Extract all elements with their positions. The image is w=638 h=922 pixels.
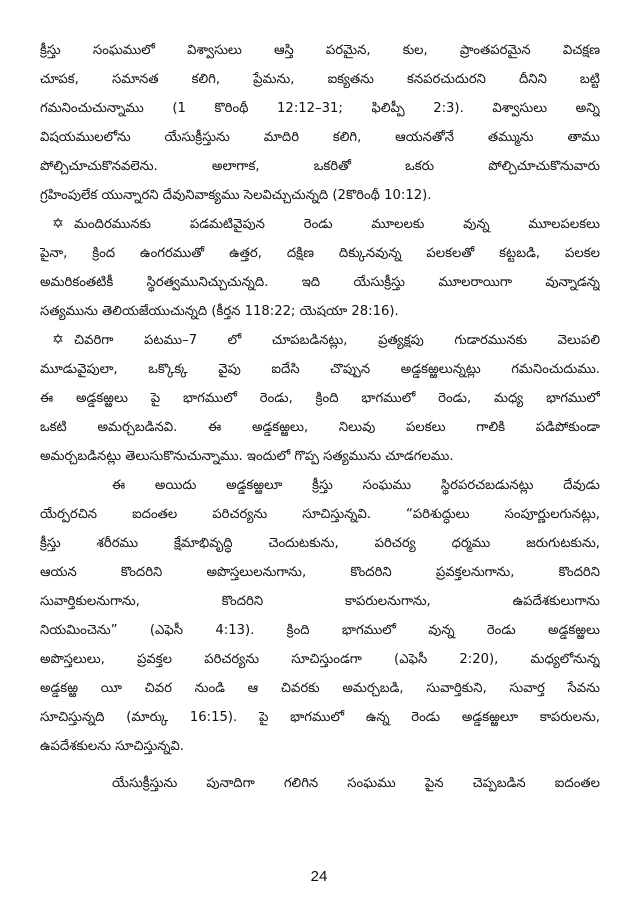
text-line: గ్రహింపులేక యున్నారని దేవునివాక్యము సెలవిచ్చుచున్నది (2కొరింథీ 10:12). (40, 188, 432, 203)
paragraph-3 (40, 326, 600, 471)
star-bullet-icon: ✡ (52, 216, 64, 232)
text-line: ఈ అయిదు అడ్డకఱ్ఱలూ క్రీస్తు సంఘము స్థిరపరచబడునట్లు దేవుడు (112, 478, 600, 493)
text-line: ఆయన కొందరిని అపొస్తలులనుగాను, కొందరిని ప్రవక్తలనుగాను, కొందరిని (40, 565, 600, 580)
text-line: పైనా, క్రింద ఉంగరముతో ఉత్తర, దక్షిణ దిక్కునవున్న పలకలతో కట్టబడి, పలకల (40, 246, 600, 261)
text-line: గమనించుచున్నాము (1 కొరింథీ 12:12–31; ఫిలిప్పీ 2:3). విశ్వాసులు అన్ని (40, 101, 600, 116)
text-line: అపొస్తలులు, ప్రవక్తల పరిచర్యను సూచిస్తుండగా (ఎఫెసీ 2:20), మధ్యలోనున్న (40, 652, 600, 667)
text-line: సత్యమును తెలియజేయుచున్నది (కీర్తన 118:22; యెషయా 28:16). (40, 304, 399, 319)
star-bullet-icon: ✡ (52, 332, 64, 348)
paragraph-5 (40, 769, 600, 798)
text-line: అడ్డకఱ్ఱ యీ చివర నుండి ఆ చివరకు అమర్చబడి, సువార్తికుని, సువార్త సేవను (40, 681, 600, 696)
text-line: సూచిస్తున్నది (మార్కు 16:15). పై భాగములో ఉన్న రెండు అడ్డకఱ్ఱలూ కాపరులను, (40, 710, 600, 725)
text-line: సువార్తికులనుగాను, కొందరిని కాపరులనుగాను, ఉపదేశకులుగాను (40, 594, 600, 609)
bullet-line (40, 210, 600, 239)
text-line: క్రీస్తు శరీరము క్షేమాభివృద్ధి చెందుటకును, పరిచర్య ధర్మము జరుగుటకును, (40, 536, 600, 551)
text-line: నియమించెను” (ఎఫెసీ 4:13). క్రింది భాగములో వున్న రెండు అడ్డకఱ్ఱలు (40, 623, 600, 638)
paragraph-2 (40, 210, 600, 326)
bullet-line (40, 326, 600, 355)
text-line: యేర్పరచిన ఐదంతల పరిచర్యను సూచిస్తున్నవి. “పరిశుద్ధులు సంపూర్ణులగునట్లు, (40, 507, 600, 522)
paragraph-4 (40, 471, 600, 761)
text-line: మందిరమునకు పడమటివైపున రెండు మూలలకు వున్న మూలపలకలు (74, 217, 600, 232)
paragraph-1 (40, 36, 600, 210)
text-line: అమరికంతటికీ స్థిరత్వమునిచ్చుచున్నది. ఇది యేసుక్రీస్తు మూలరాయిగా వున్నాడన్న (40, 275, 600, 290)
page-number: 24 (310, 868, 328, 885)
text-line: విషయములలోను యేసుక్రీస్తును మాదిరి కలిగి, ఆయనతోనే తమ్మును తాము (40, 130, 600, 145)
text-line: ఉపదేశకులను సూచిస్తున్నవి. (40, 739, 185, 754)
text-line: పోల్చిచూచుకొనవలెను. అలాగాక, ఒకరితో ఒకరు పోల్చిచూచుకొనువారు (40, 159, 600, 174)
text-line: ఈ అడ్డకఱ్ఱలు పై భాగములో రెండు, క్రింది భాగములో రెండు, మధ్య భాగములో (40, 391, 600, 406)
text-line: యేసుక్రీస్తును పునాదిగా గలిగిన సంఘము పైన చెప్పబడిన ఐదంతల (112, 776, 600, 791)
text-line: అమర్చబడినట్లు తెలుసుకొనుచున్నాము. ఇందులో గొప్ప సత్యమును చూడగలము. (40, 449, 454, 464)
text-line: క్రీస్తు సంఘములో విశ్వాసులు ఆస్తి పరమైన, కుల, ప్రాంతపరమైన విచక్షణ (40, 43, 600, 58)
text-line: ఒకటి అమర్చబడినవి. ఈ అడ్డకఱ్ఱలు, నిలువు పలకలు గాలికి పడిపోకుండా (40, 420, 600, 435)
text-line: మూడువైపులా, ఒక్కొక్క వైపు ఐదేసి చొప్పున అడ్డకఱ్ఱలున్నట్లు గమనించుదుము. (40, 362, 600, 377)
text-line: చూపక, సమానత కలిగి, ప్రేమను, ఐక్యతను కనపరచుదురని దీనిని బట్టి (40, 72, 600, 87)
text-line: చివరిగా పటము–7 లో చూపబడినట్లు, ప్రత్యక్షపు గుడారమునకు వెలుపలి (74, 333, 600, 348)
document-page (40, 36, 600, 798)
